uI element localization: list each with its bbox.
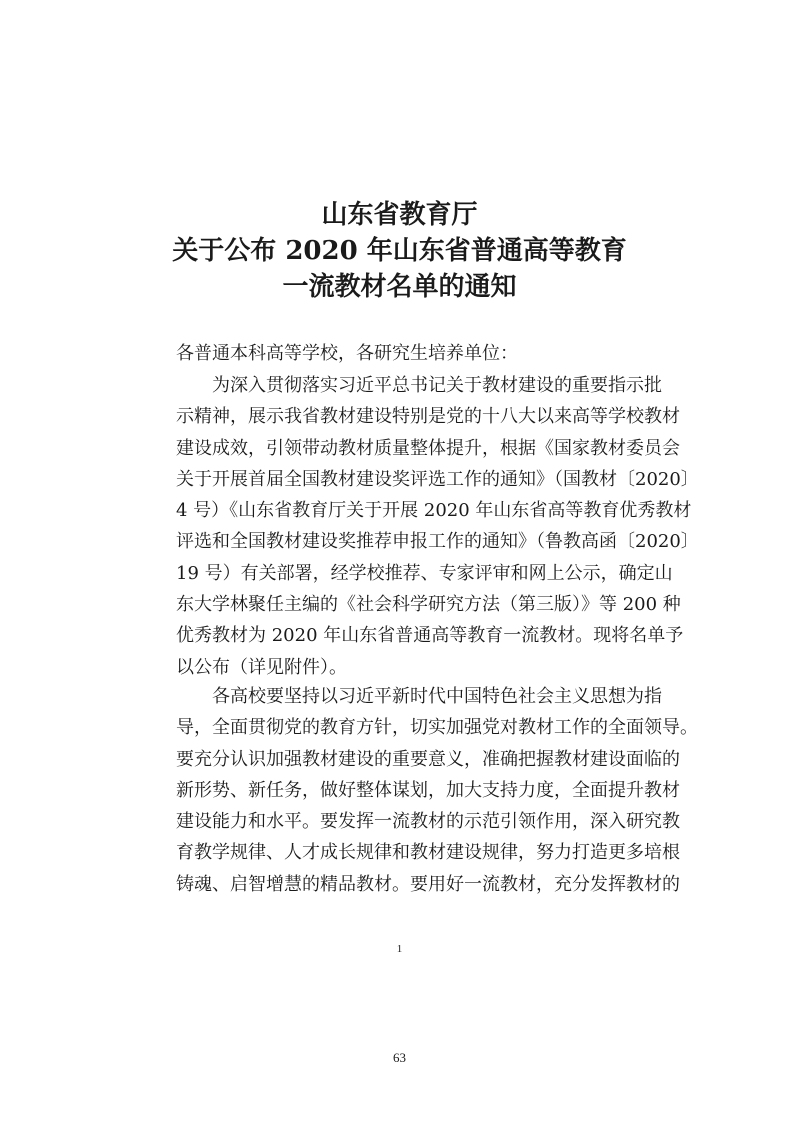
paragraph-line: 以公布（详见附件）。 bbox=[176, 656, 347, 678]
paragraph-1 bbox=[176, 370, 699, 683]
paragraph-line: 各高校要坚持以习近平新时代中国特色社会主义思想为指 bbox=[212, 686, 662, 707]
paragraph-line: 关于开展首届全国教材建设奖评选工作的通知》（国教材〔2020〕 bbox=[176, 468, 699, 490]
document-title bbox=[0, 197, 799, 305]
paragraph-line: 为深入贯彻落实习近平总书记关于教材建设的重要指示批 bbox=[212, 375, 662, 396]
title-line-2: 关于公布 2020 年山东省普通高等教育 bbox=[172, 236, 627, 266]
paragraph-line: 导，全面贯彻党的教育方针，切实加强党对教材工作的全面领导。 bbox=[176, 717, 698, 739]
title-line-3: 一流教材名单的通知 bbox=[282, 272, 517, 302]
paragraph-line: 建设成效，引领带动教材质量整体提升，根据《国家教材委员会 bbox=[176, 437, 680, 459]
page-number-outer: 63 bbox=[393, 1050, 406, 1065]
paragraph-line: 育教学规律、人才成长规律和教材建设规律，努力打造更多培根 bbox=[176, 842, 680, 864]
salutation: 各普通本科高等学校，各研究生培养单位： bbox=[176, 343, 518, 364]
paragraph-line: 19 号）有关部署，经学校推荐、专家评审和网上公示，确定山 bbox=[176, 562, 673, 584]
page-number-inner: 1 bbox=[396, 943, 403, 955]
paragraph-line: 要充分认识加强教材建设的重要意义，准确把握教材建设面临的 bbox=[176, 748, 680, 770]
paragraph-line: 建设能力和水平。要发挥一流教材的示范引领作用，深入研究教 bbox=[176, 811, 680, 833]
paragraph-line: 新形势、新任务，做好整体谋划，加大支持力度，全面提升教材 bbox=[176, 779, 680, 801]
paragraph-line: 东大学林聚任主编的《社会科学研究方法（第三版）》等 200 种 bbox=[176, 594, 681, 616]
paragraph-line: 评选和全国教材建设奖推荐申报工作的通知》（鲁教高函〔2020〕 bbox=[176, 531, 699, 553]
paragraph-2 bbox=[176, 681, 698, 900]
paragraph-line: 铸魂、启智增慧的精品教材。要用好一流教材，充分发挥教材的 bbox=[176, 873, 680, 895]
title-line-1: 山东省教育厅 bbox=[321, 200, 478, 230]
paragraph-line: 示精神，展示我省教材建设特别是党的十八大以来高等学校教材 bbox=[176, 406, 680, 428]
paragraph-line: 优秀教材为 2020 年山东省普通高等教育一流教材。现将名单予 bbox=[176, 625, 684, 647]
paragraph-line: 4 号）《山东省教育厅关于开展 2020 年山东省高等教育优秀教材 bbox=[176, 500, 692, 522]
